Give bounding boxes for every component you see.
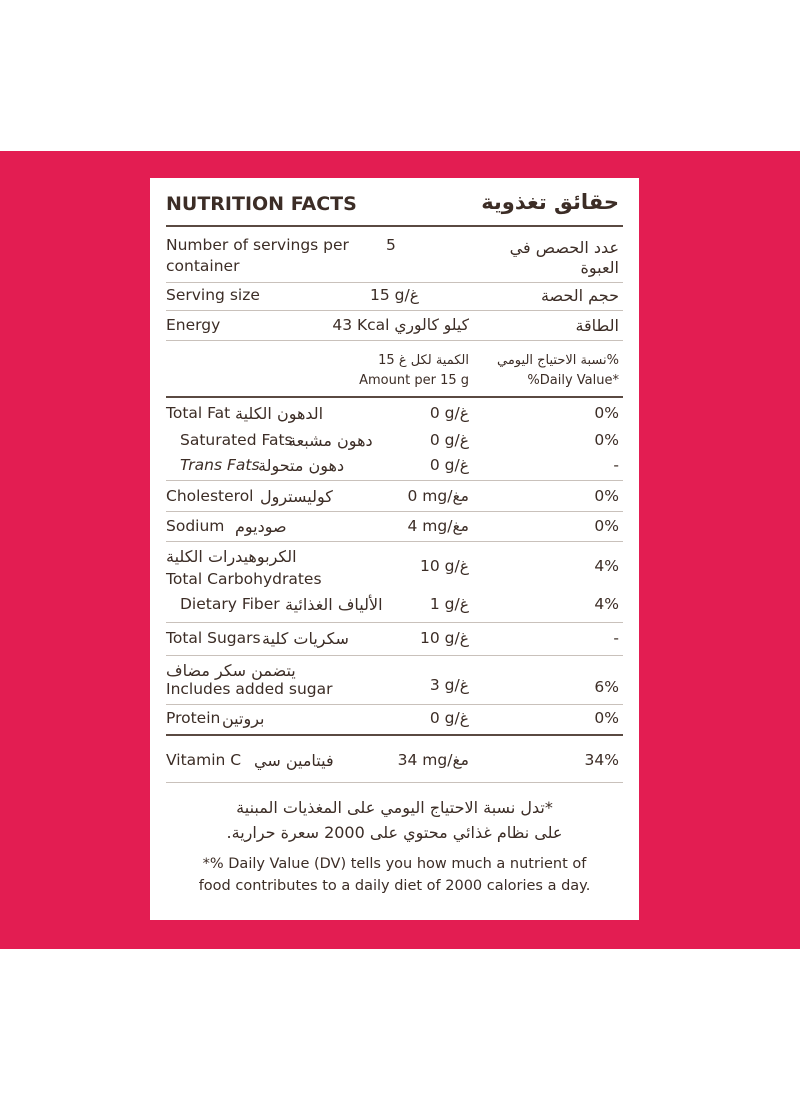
sodium-en: Sodium [166, 517, 225, 535]
protein-amount: 0 g/غ [429, 709, 469, 727]
energy-value: 43 Kcal كيلو كالوري [332, 316, 469, 334]
vitamin-c-en: Vitamin C [166, 751, 242, 769]
divider [166, 655, 623, 656]
divider [166, 396, 623, 398]
energy-label-en: Energy [166, 316, 221, 334]
total-fat-amount: 0 g/غ [429, 404, 469, 422]
divider [166, 480, 623, 481]
total-carbohydrates-en: Total Carbohydrates [166, 570, 322, 588]
total-sugars-en: Total Sugars [166, 629, 261, 647]
sodium-amount: 4 mg/مغ [407, 517, 469, 535]
divider [166, 622, 623, 623]
saturated-fats-en: Saturated Fats [180, 431, 293, 449]
total-fat-dv: 0% [594, 404, 619, 422]
cholesterol-amount: 0 mg/مغ [407, 487, 469, 505]
trans-fats-dv: - [613, 456, 619, 474]
saturated-fats-ar: دهون مشبعة [288, 431, 373, 450]
serving-size-value: 15 g/غ [370, 286, 419, 304]
added-sugar-ar: يتضمن سكر مضاف [166, 661, 296, 680]
divider [166, 734, 623, 736]
amount-header-ar: الكمية لكل غ 15 [378, 353, 469, 368]
divider [166, 310, 623, 311]
vitamin-c-dv: 34% [584, 751, 619, 769]
dietary-fiber-en: Dietary Fiber [180, 595, 280, 613]
nutrition-label-card [150, 178, 639, 920]
divider [166, 782, 623, 783]
saturated-fats-dv: 0% [594, 431, 619, 449]
vitamin-c-amount: 34 mg/مغ [397, 751, 469, 769]
protein-en: Protein [166, 709, 221, 727]
total-carbohydrates-amount: 10 g/غ [420, 557, 469, 575]
divider [166, 225, 623, 227]
footnote-en-2: food contributes to a daily diet of 2000 calories a day. [198, 878, 591, 894]
amount-header-en: Amount per 15 g [359, 373, 469, 388]
total-carbohydrates-dv: 4% [594, 557, 619, 575]
servings-label-en-2: container [166, 257, 240, 275]
sodium-dv: 0% [594, 517, 619, 535]
divider [166, 541, 623, 542]
total-sugars-amount: 10 g/غ [420, 629, 469, 647]
saturated-fats-amount: 0 g/غ [429, 431, 469, 449]
trans-fats-en: Trans Fats [180, 456, 260, 474]
energy-label-ar: الطاقة [575, 316, 619, 335]
cholesterol-ar: كوليسترول [260, 487, 333, 506]
servings-value: 5 [386, 236, 396, 254]
total-fat-ar: الدهون الكلية [235, 404, 324, 423]
footnote-ar-2: على نظام غذائي محتوي على 2000 سعرة حرارية. [226, 823, 563, 842]
trans-fats-ar: دهون متحولة [258, 456, 345, 475]
serving-size-label-en: Serving size [166, 286, 260, 304]
dietary-fiber-amount: 1 g/غ [429, 595, 469, 613]
divider [166, 340, 623, 341]
added-sugar-dv: 6% [594, 678, 619, 696]
dietary-fiber-dv: 4% [594, 595, 619, 613]
total-sugars-ar: سكريات كلية [262, 629, 349, 648]
cholesterol-en: Cholesterol [166, 487, 254, 505]
servings-label-en-1: Number of servings per [166, 236, 349, 254]
vitamin-c-ar: فيتامين سي [254, 751, 334, 770]
dv-header-en: %Daily Value* [527, 373, 619, 388]
trans-fats-amount: 0 g/غ [429, 456, 469, 474]
protein-ar: بروتين [222, 709, 265, 728]
total-sugars-dv: - [613, 629, 619, 647]
added-sugar-en: Includes added sugar [166, 680, 333, 698]
servings-label-ar-1: عدد الحصص في [509, 238, 619, 257]
cholesterol-dv: 0% [594, 487, 619, 505]
footnote-en-1: *% Daily Value (DV) tells you how much a nutrient of [202, 856, 587, 872]
total-fat-en: Total Fat [166, 404, 231, 422]
divider [166, 282, 623, 283]
sodium-ar: صوديوم [235, 517, 287, 536]
dv-header-ar: %نسبة الاحتياج اليومي [497, 353, 619, 368]
total-carbohydrates-ar: الكربوهيدرات الكلية [166, 547, 297, 566]
footnote-ar-1: *تدل نسبة الاحتياج اليومي على المغذيات المبنية [236, 798, 553, 817]
divider [166, 704, 623, 705]
added-sugar-amount: 3 g/غ [429, 676, 469, 694]
serving-size-label-ar: حجم الحصة [540, 286, 619, 305]
dietary-fiber-ar: الألياف الغذائية [285, 595, 383, 614]
divider [166, 511, 623, 512]
protein-dv: 0% [594, 709, 619, 727]
title-english: NUTRITION FACTS [166, 193, 357, 215]
title-arabic: حقائق تغذوية [481, 190, 619, 214]
servings-label-ar-2: العبوة [580, 258, 619, 277]
